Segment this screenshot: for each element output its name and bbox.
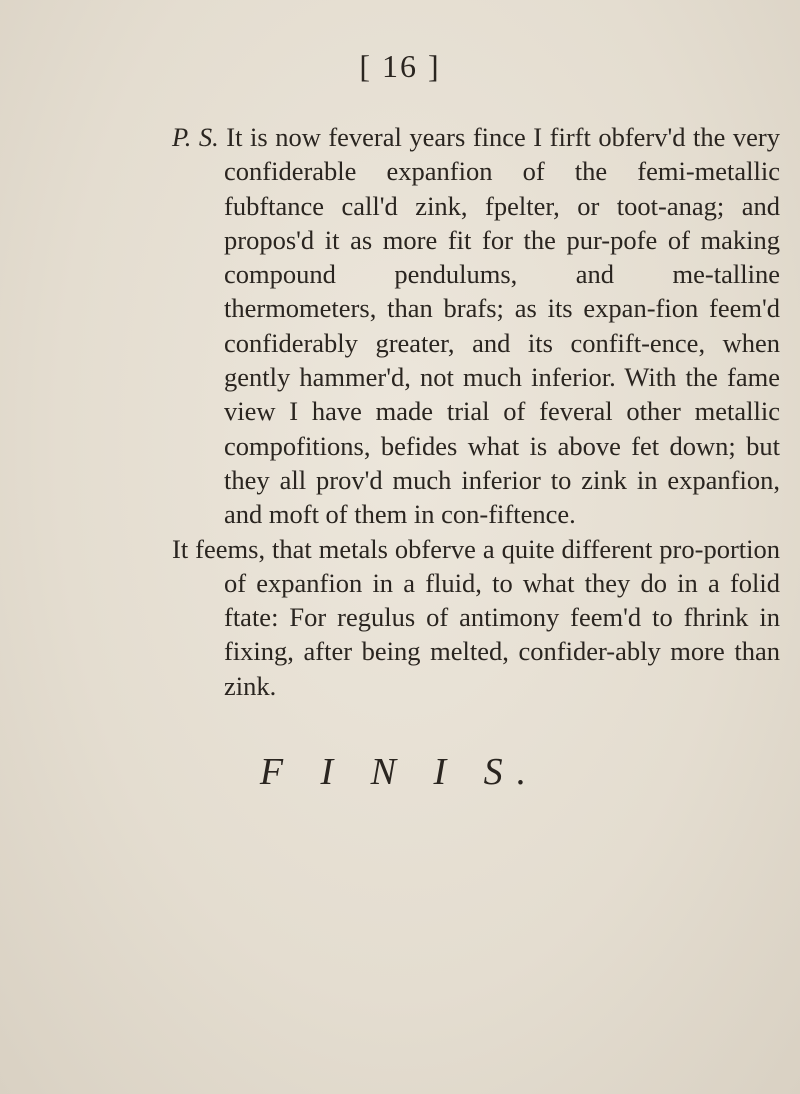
paragraph-metals [172,532,780,703]
paragraph-text: It is now feveral years fince I firft obferv'd the very confiderable expanfion of the femi-metallic fubftance call'd zink, fpelter, or toot-anag; and propos'd it as more fit for the pur-pofe of making compound pendulums, and me-talline thermometers, than brafs; as its expan-fion feem'd confiderably greater, and its confift-ence, when gently hammer'd, not much inferior. With the fame view I have made trial of feveral other metallic compofitions, befides what is above fet down; but they all prov'd much inferior to zink in expanfion, and moft of them in con-fiftence. [218,122,781,530]
body-text [172,120,781,703]
postscript-lead: P. S. [172,122,219,152]
page-number: [ 16 ] [359,48,441,84]
finis-heading: F I N I S. [259,751,541,793]
paragraph-postscript [172,120,780,532]
paragraph-text: It feems, that metals obferve a quite different pro-portion of expanfion in a fluid, to what they do in a folid ftate: For regulus of antimony feem'd to fhrink in fixing, after being melted, confider-ably more than zink. [172,533,780,701]
